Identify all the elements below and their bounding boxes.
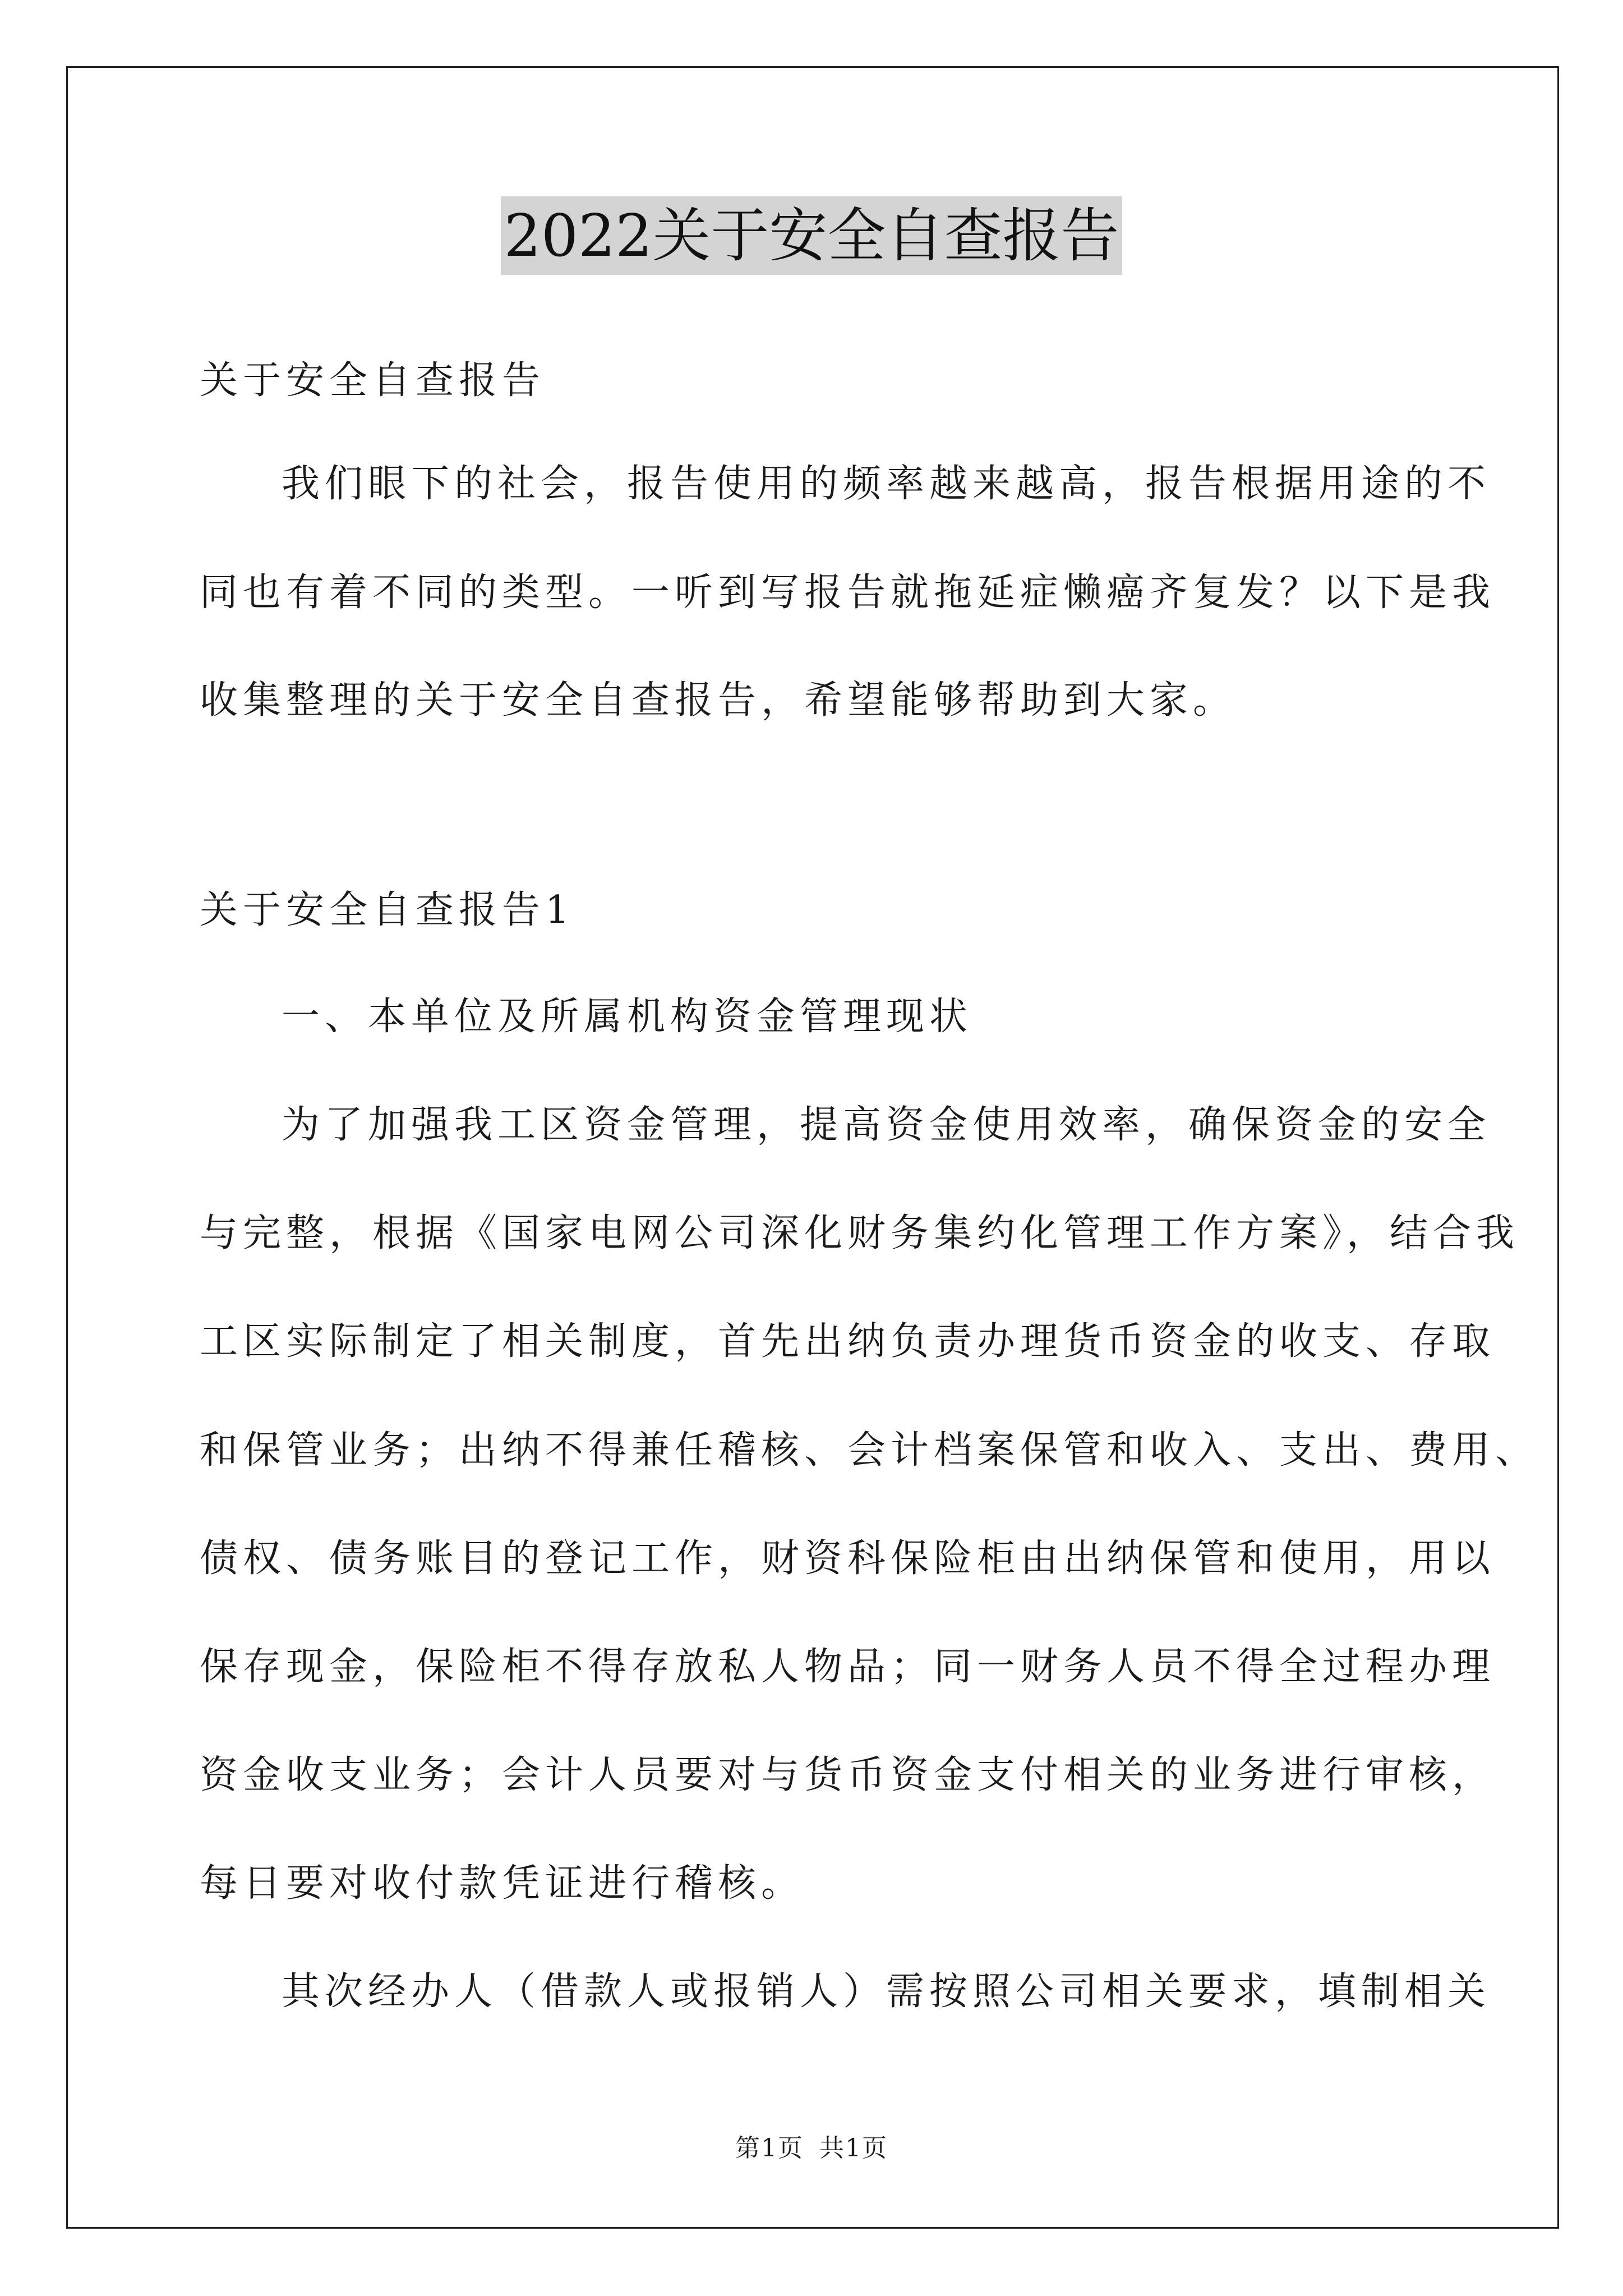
- page-footer: [0, 2132, 1623, 2165]
- paragraph-1-line-7: 资金收支业务；会计人员要对与货币资金支付相关的业务进行审核，: [200, 1753, 1496, 1797]
- document-title: 2022关于安全自查报告: [501, 196, 1123, 275]
- paragraph-1-line-4: 和保管业务；出纳不得兼任稽核、会计档案保管和收入、支出、费用、: [200, 1428, 1539, 1473]
- paragraph-1-line-6: 保存现金，保险柜不得存放私人物品；同一财务人员不得全过程办理: [200, 1645, 1496, 1689]
- section-title: 关于安全自查报告1: [200, 888, 575, 932]
- paragraph-2-line-1: 其次经办人（借款人或报销人）需按照公司相关要求，填制相关: [282, 1970, 1491, 2014]
- paragraph-1-line-2: 与完整，根据《国家电网公司深化财务集约化管理工作方案》，结合我: [200, 1211, 1520, 1255]
- paragraph-1-line-5: 债权、债务账目的登记工作，财资科保险柜由出纳保管和使用，用以: [200, 1536, 1496, 1581]
- page-total: 共1页: [819, 2134, 888, 2162]
- title-wrap: [0, 196, 1623, 275]
- intro-line-1: 我们眼下的社会，报告使用的频率越来越高，报告根据用途的不: [282, 462, 1491, 506]
- intro-line-3: 收集整理的关于安全自查报告，希望能够帮助到大家。: [200, 678, 1237, 723]
- subtitle: 关于安全自查报告: [200, 358, 546, 403]
- paragraph-1-line-3: 工区实际制定了相关制度，首先出纳负责办理货币资金的收支、存取: [200, 1319, 1496, 1364]
- paragraph-1-line-8: 每日要对收付款凭证进行稽核。: [200, 1861, 805, 1906]
- page-number: 第1页: [735, 2134, 804, 2162]
- paragraph-1-line-1: 为了加强我工区资金管理，提高资金使用效率，确保资金的安全: [282, 1103, 1491, 1147]
- section-heading: 一、本单位及所属机构资金管理现状: [282, 995, 973, 1039]
- intro-line-2: 同也有着不同的类型。一听到写报告就拖延症懒癌齐复发？以下是我: [200, 570, 1496, 615]
